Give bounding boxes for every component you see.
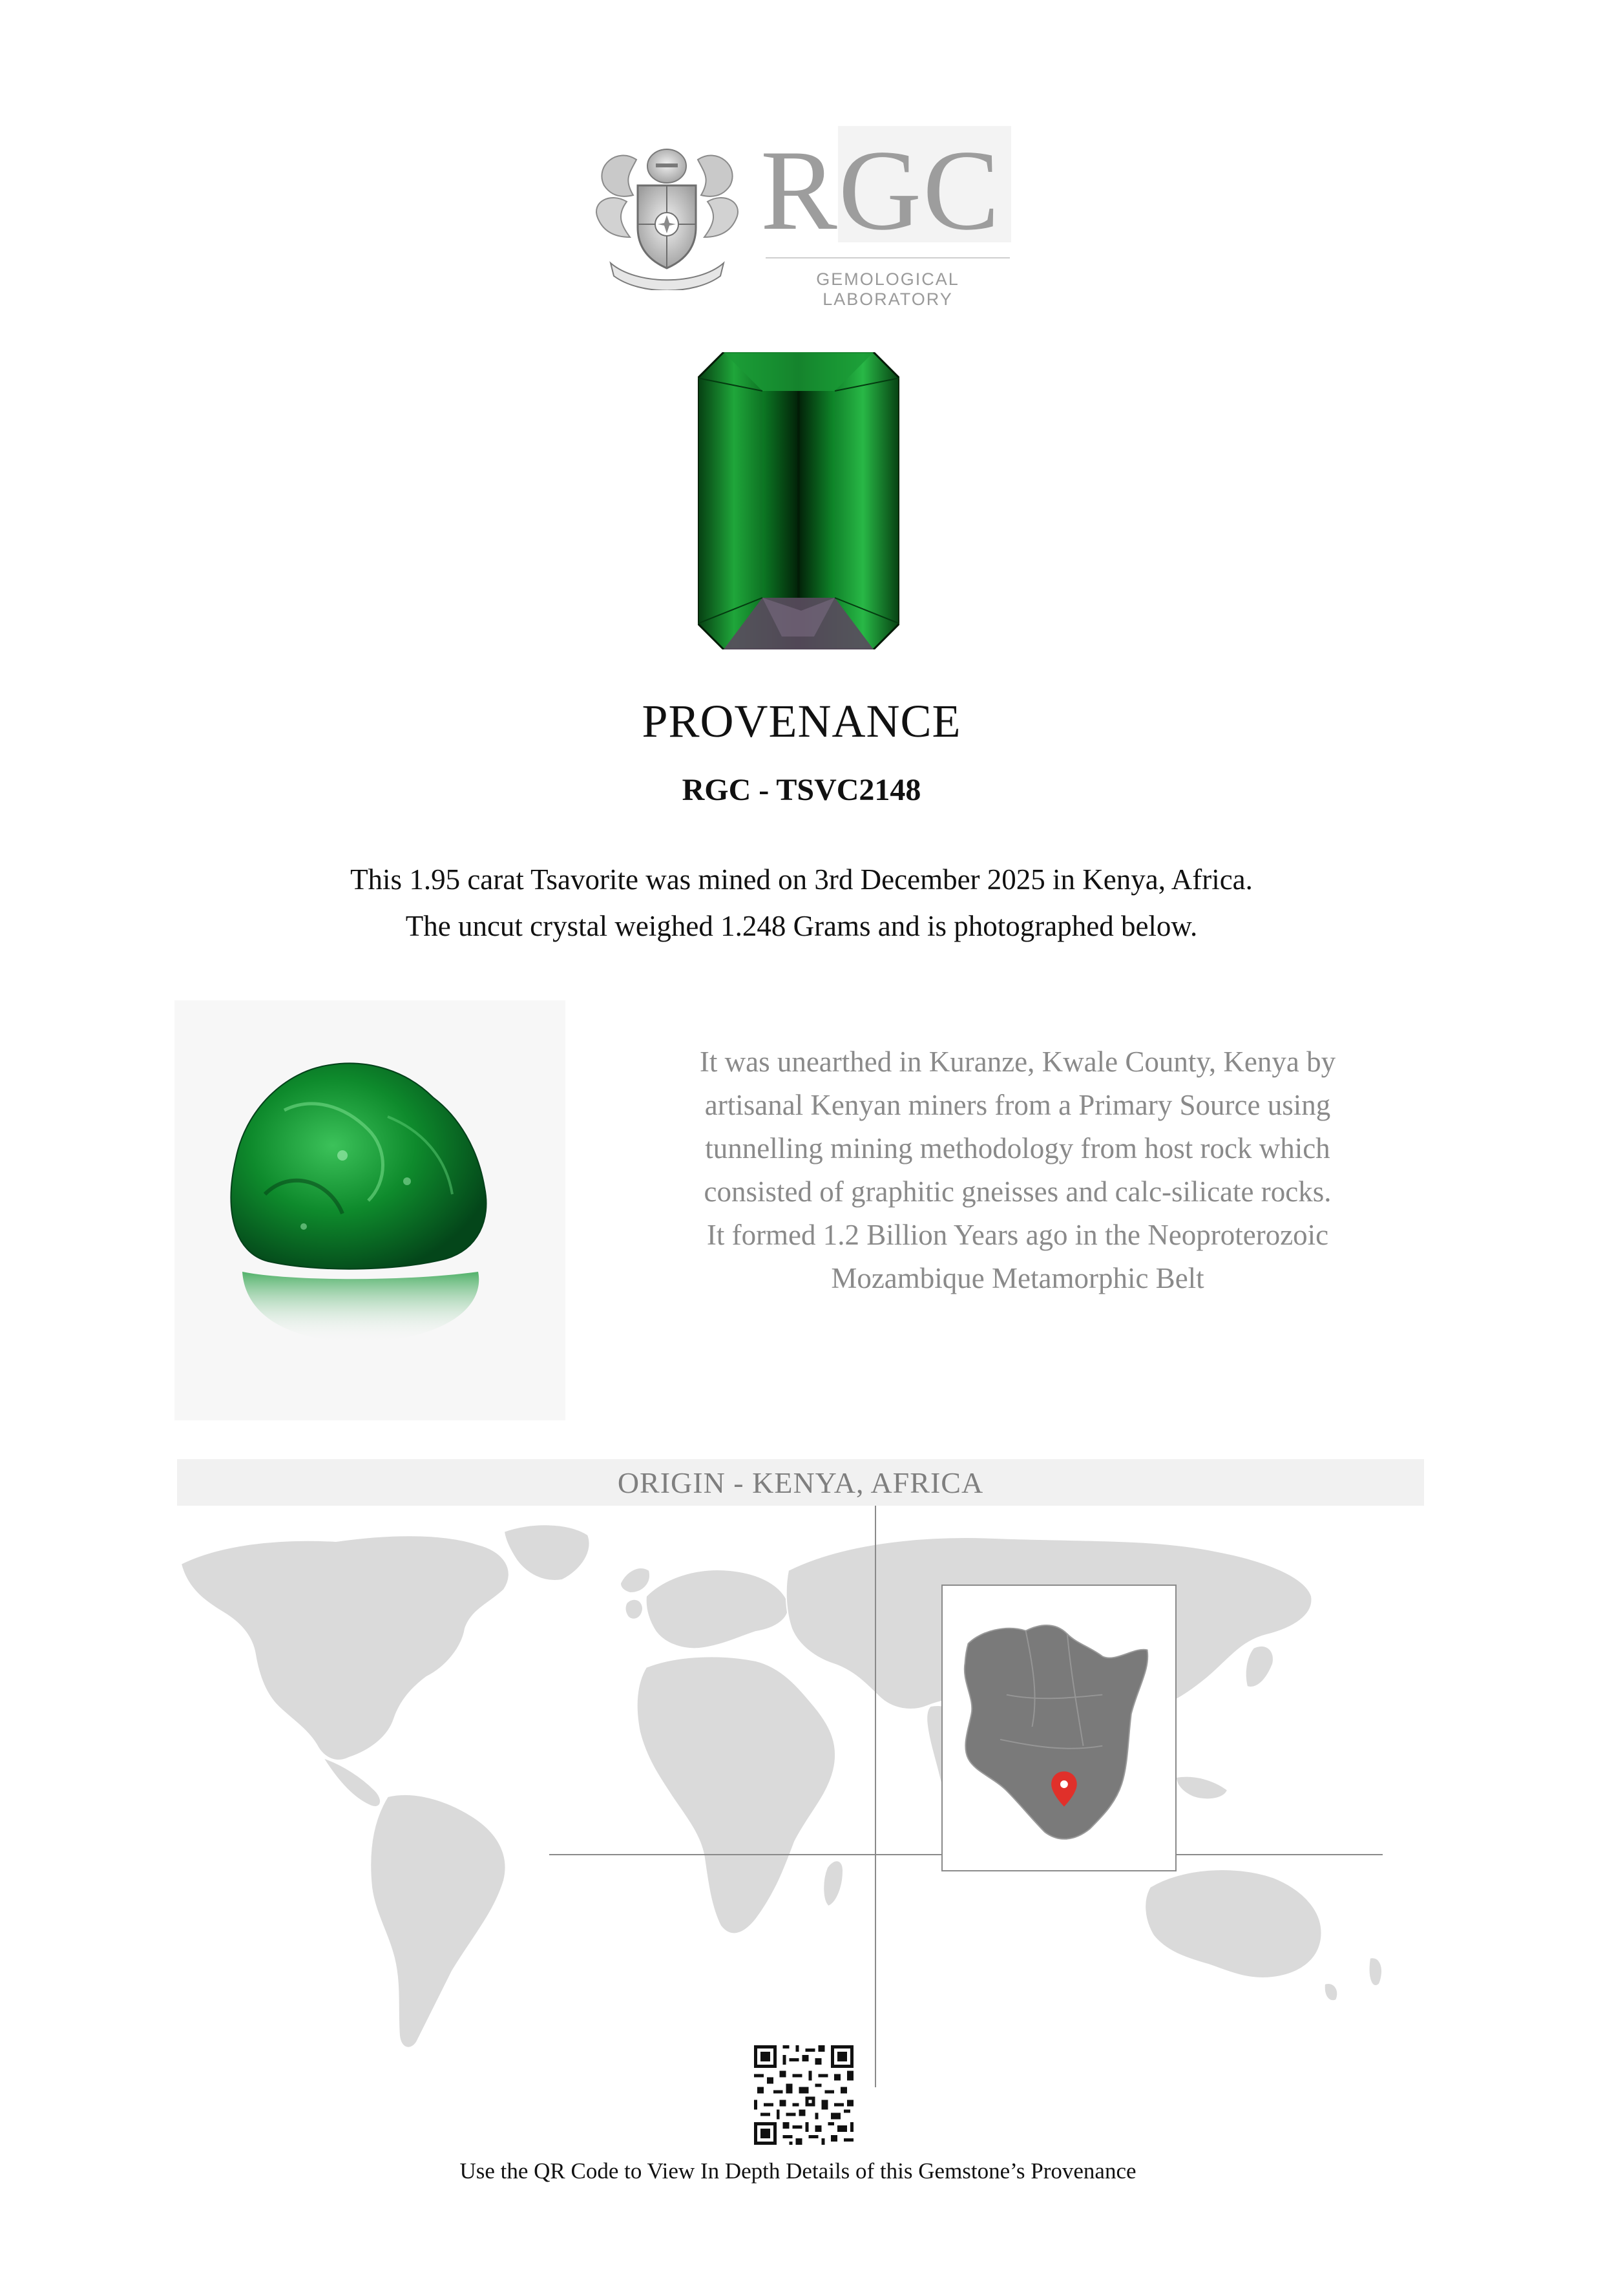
intro-paragraph xyxy=(0,856,1603,949)
rough-crystal-image xyxy=(174,1000,565,1420)
qr-instruction: Use the QR Code to View In Depth Details of this Gemstone’s Provenance xyxy=(459,2158,1137,2184)
details-line: tunnelling mining methodology from host rock which xyxy=(705,1132,1330,1164)
details-line: consisted of graphitic gneisses and calc-silicate rocks. xyxy=(704,1175,1332,1208)
details-line: artisanal Kenyan miners from a Primary Source using xyxy=(704,1089,1331,1121)
provenance-details xyxy=(614,1040,1421,1300)
kenya-inset-map xyxy=(941,1585,1177,1871)
kenya-outline-map xyxy=(943,1586,1175,1870)
coat-of-arms-icon xyxy=(591,140,743,290)
intro-line: This 1.95 carat Tsavorite was mined on 3rd December 2025 in Kenya, Africa. xyxy=(350,863,1253,896)
logo-wordmark: RGC xyxy=(760,126,1001,254)
cut-gemstone-image xyxy=(698,352,899,649)
logo-subtitle: GEMOLOGICAL LABORATORY xyxy=(816,269,959,309)
intro-line: The uncut crystal weighed 1.248 Grams and is photographed below. xyxy=(405,910,1198,942)
page-title: PROVENANCE xyxy=(642,695,961,747)
details-line: It was unearthed in Kuranze, Kwale County, Kenya by xyxy=(699,1046,1336,1078)
world-map xyxy=(168,1506,1396,2087)
details-line: Mozambique Metamorphic Belt xyxy=(831,1262,1204,1294)
report-number: RGC - TSVC2148 xyxy=(682,773,921,807)
qr-code[interactable] xyxy=(751,2042,857,2148)
origin-heading: ORIGIN - KENYA, AFRICA xyxy=(177,1459,1424,1506)
logo-divider xyxy=(766,257,1010,258)
lab-logo xyxy=(591,126,1011,309)
details-line: It formed 1.2 Billion Years ago in the Neoproterozoic xyxy=(706,1219,1329,1251)
rough-crystal-photo xyxy=(174,1000,565,1420)
